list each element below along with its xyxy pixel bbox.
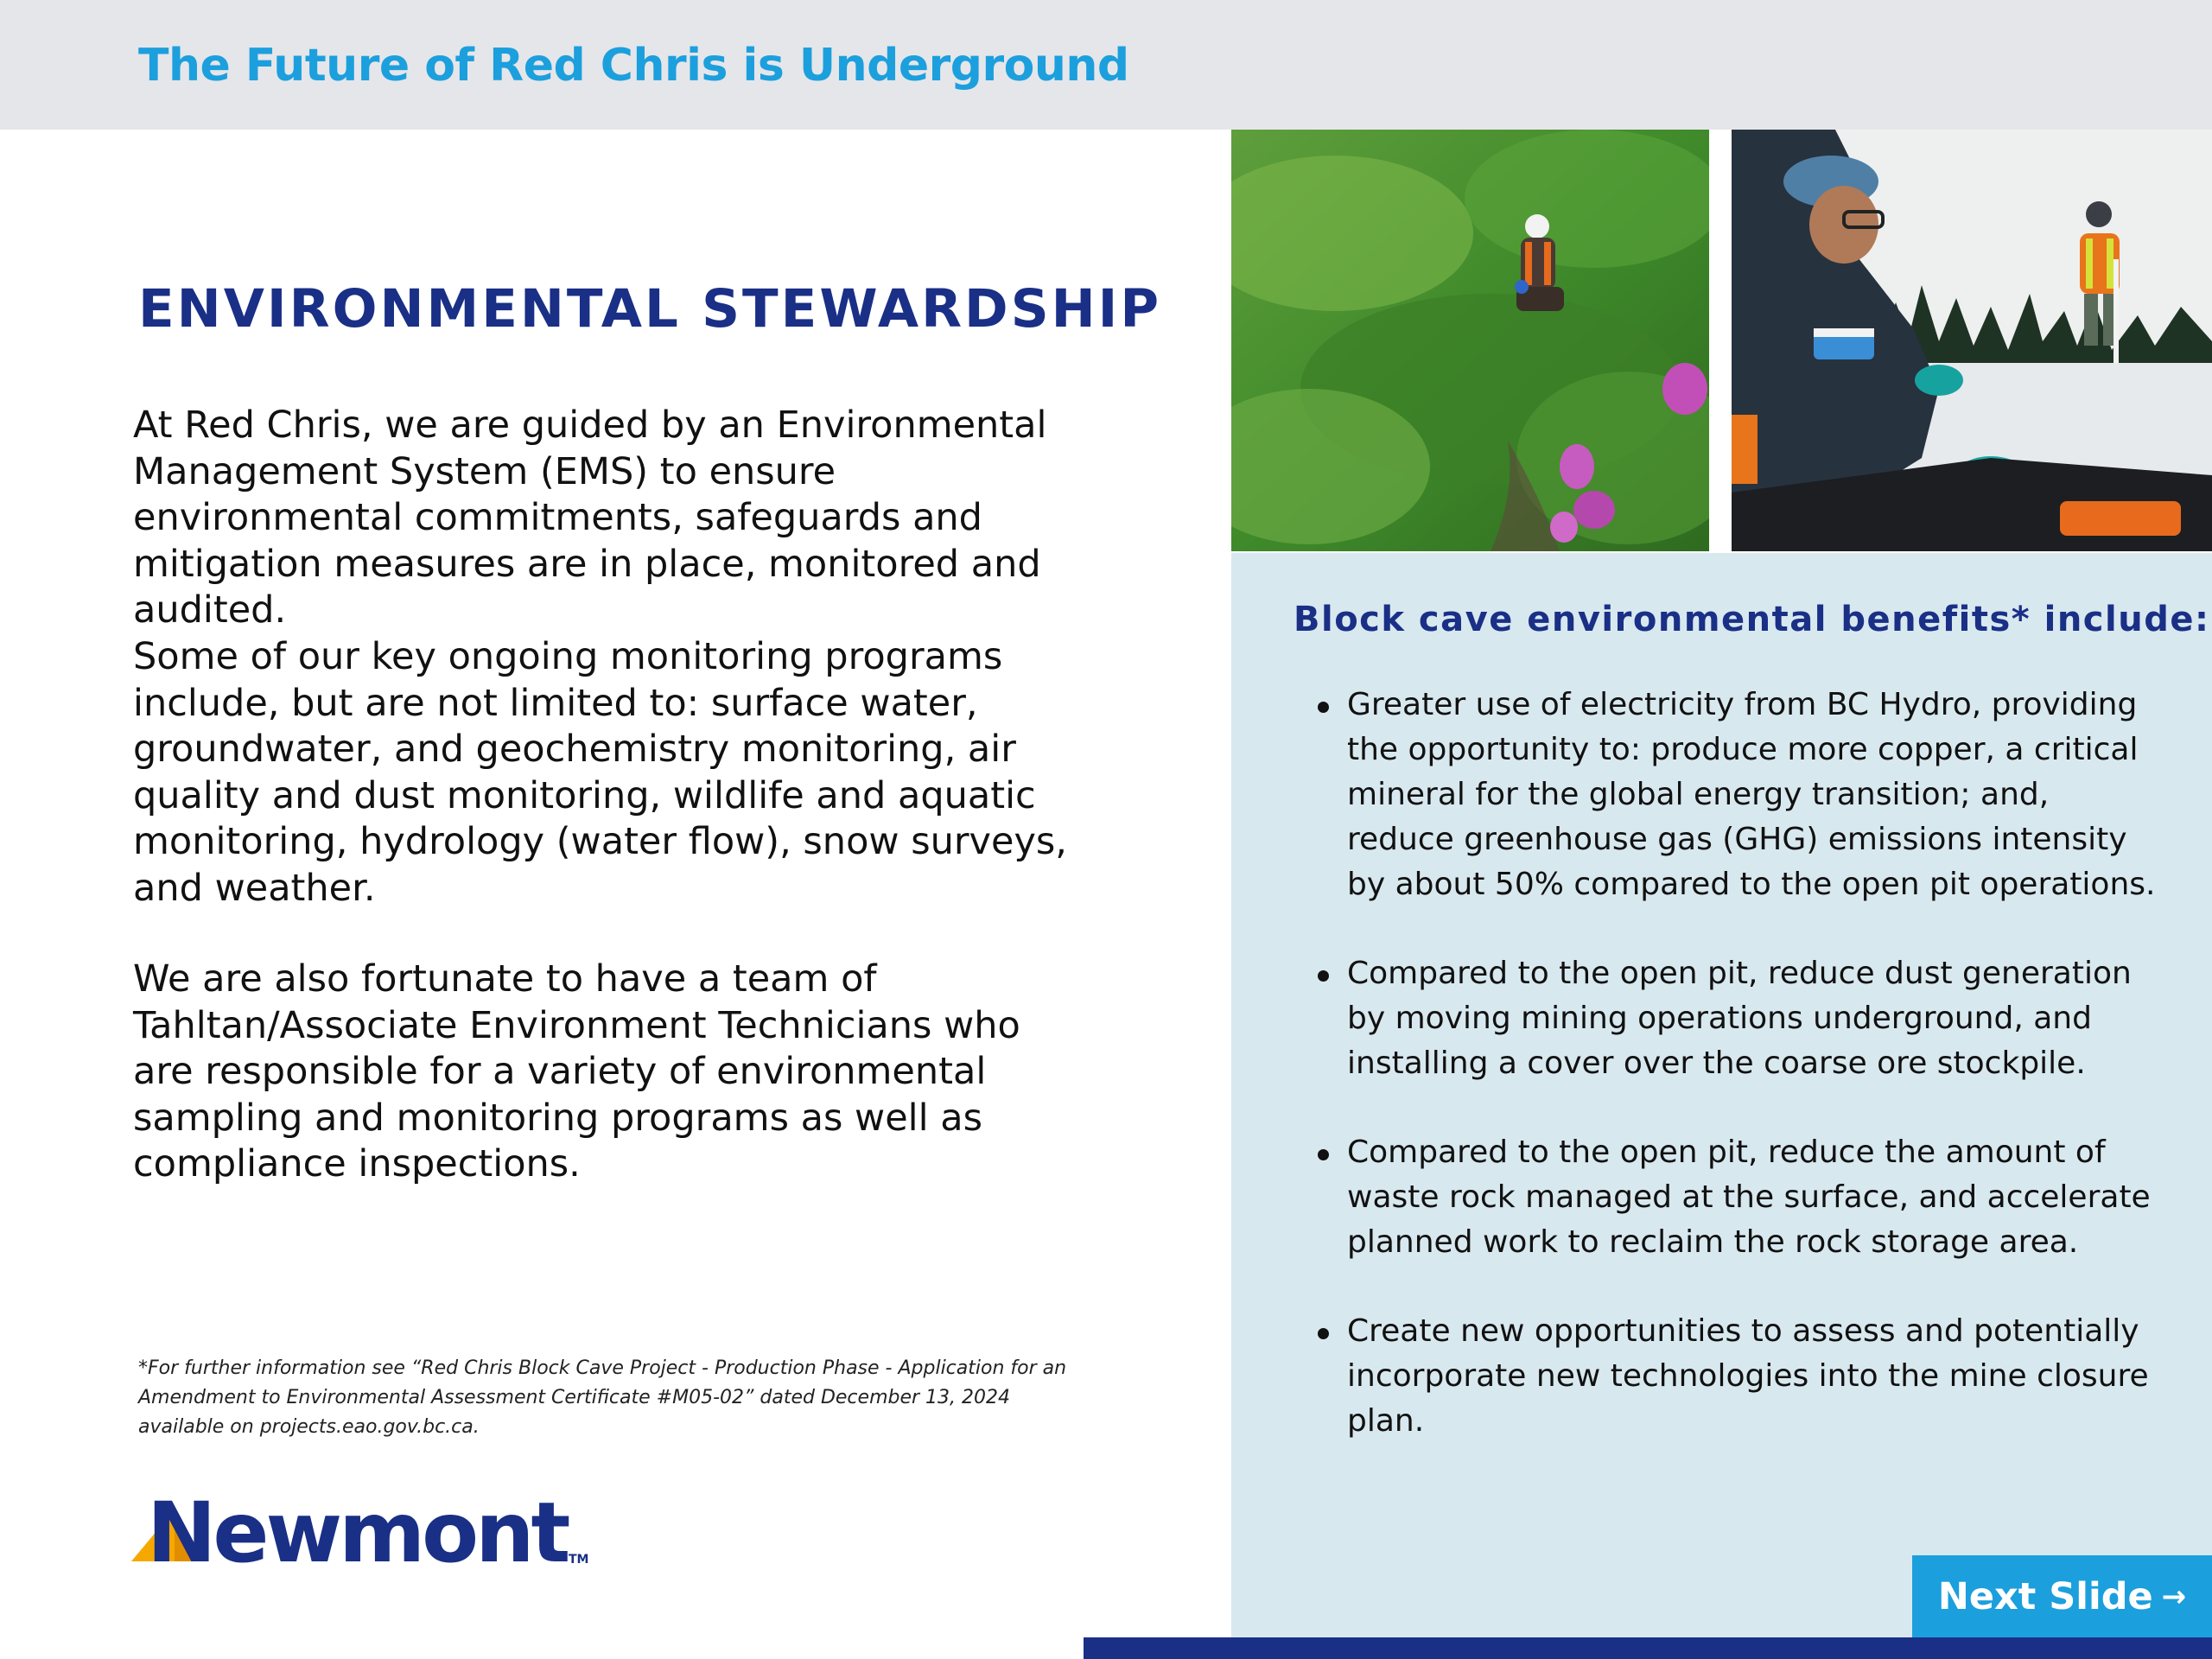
next-slide-button[interactable] (1912, 1555, 2212, 1637)
arrow-right-icon: → (2161, 1579, 2187, 1614)
photo-field-technician (1231, 130, 1709, 551)
bottom-accent-bar (1084, 1637, 2212, 1659)
section-heading: ENVIRONMENTAL STEWARDSHIP (138, 278, 1162, 340)
bullet-icon (1318, 1328, 1329, 1339)
logo-wordmark: Newmont (147, 1491, 568, 1568)
benefit-item-technologies (1292, 1309, 2156, 1444)
paragraph-monitoring: Some of our key ongoing monitoring programs include, but are not limited to: surface water, groundwater, and geochemistry monitoring, air quality and dust monitoring, wildlife and aquatic monitoring, hydrology (water flow), snow surveys, and weather. (133, 635, 1067, 910)
paragraph-ems: At Red Chris, we are guided by an Environmental Management System (EMS) to ensure environmental commitments, safeguards and mitigation measures are in place, monitored and audited. (133, 404, 1047, 632)
bullet-icon (1318, 1149, 1329, 1160)
header-bar (0, 0, 2212, 130)
benefit-text: Compared to the open pit, reduce the amount of waste rock managed at the surface, and accelerate planned work to reclaim the rock storage area. (1347, 1135, 2151, 1260)
bullet-icon (1318, 970, 1329, 982)
bullet-icon (1318, 702, 1329, 713)
benefit-text: Compared to the open pit, reduce dust generation by moving mining operations underground, and installing a cover over the coarse ore stockpile. (1347, 956, 2132, 1081)
photo-snow-sampling (1732, 130, 2212, 551)
benefits-title: Block cave environmental benefits* include: (1294, 600, 2210, 639)
header-title: The Future of Red Chris is Underground (138, 40, 1129, 92)
logo-trademark: TM (569, 1553, 589, 1567)
benefits-list (1292, 683, 2156, 1488)
benefit-item-dust (1292, 951, 2156, 1086)
benefit-text: Greater use of electricity from BC Hydro, providing the opportunity to: produce more copper, a critical mineral for the global energy transition; and, reduce greenhouse gas (GHG) emissions intensity by about 50% compared to the open pit operations. (1347, 687, 2156, 902)
next-slide-label: Next Slide (1937, 1574, 2153, 1618)
benefit-text: Create new opportunities to assess and potentially incorporate new technologies into the mine closure plan. (1347, 1313, 2149, 1439)
footnote: *For further information see “Red Chris Block Cave Project - Production Phase - Application for an Amendment to Environmental Assessment Certificate #M05-02” dated December 13, 2024 available on projects.eao.gov.bc.ca. (138, 1357, 1067, 1438)
paragraph-technicians: We are also fortunate to have a team of Tahltan/Associate Environment Technicians who are responsible for a variety of environmental sampling and monitoring programs as well as compliance inspections. (133, 957, 1020, 1185)
benefit-item-waste-rock (1292, 1130, 2156, 1265)
benefit-item-electricity (1292, 683, 2156, 907)
newmont-logo (131, 1491, 598, 1568)
